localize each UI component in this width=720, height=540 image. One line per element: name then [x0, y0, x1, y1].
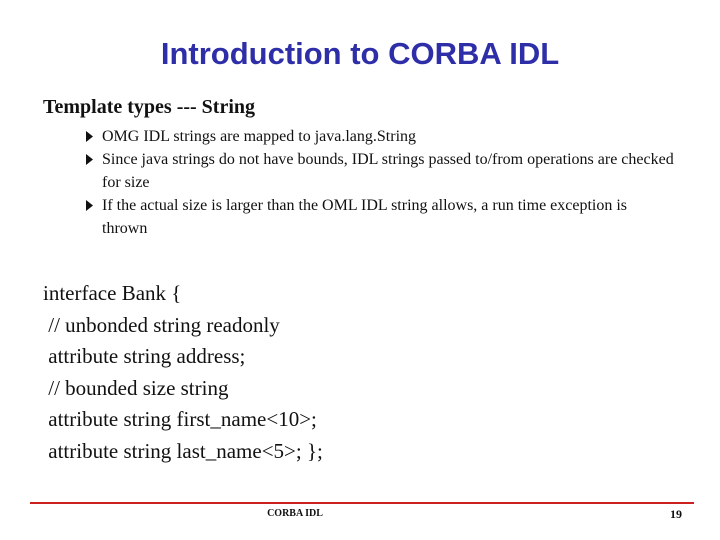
code-line: attribute string first_name<10>;: [43, 407, 317, 431]
right-triangle-icon: [84, 194, 96, 217]
bullet-item: [84, 125, 674, 148]
footer-divider: [30, 502, 694, 504]
bullet-text: OMG IDL strings are mapped to java.lang.String: [102, 128, 417, 145]
section-heading: Template types --- String: [43, 96, 256, 118]
code-line: attribute string last_name<5>; };: [43, 438, 323, 463]
code-line: attribute string address;: [43, 344, 246, 368]
bullet-text: Since java strings do not have bounds, IDL strings passed to/from operations are checked for size: [102, 151, 674, 191]
right-triangle-icon: [84, 148, 96, 171]
code-line: // bounded size string: [43, 375, 229, 400]
bullet-text: If the actual size is larger than the OML IDL string allows, a run time exception is thrown: [102, 197, 628, 237]
code-block: [43, 278, 323, 467]
footer-label: CORBA IDL: [267, 508, 323, 519]
bullet-item: [84, 148, 674, 194]
code-line: interface Bank {: [43, 281, 182, 305]
right-triangle-icon: [84, 125, 96, 148]
code-line: // unbonded string readonly: [43, 312, 280, 337]
bullet-list: [84, 125, 674, 240]
page-number: 19: [670, 507, 682, 521]
slide-title: Introduction to CORBA IDL: [160, 36, 560, 71]
bullet-item: [84, 194, 674, 240]
